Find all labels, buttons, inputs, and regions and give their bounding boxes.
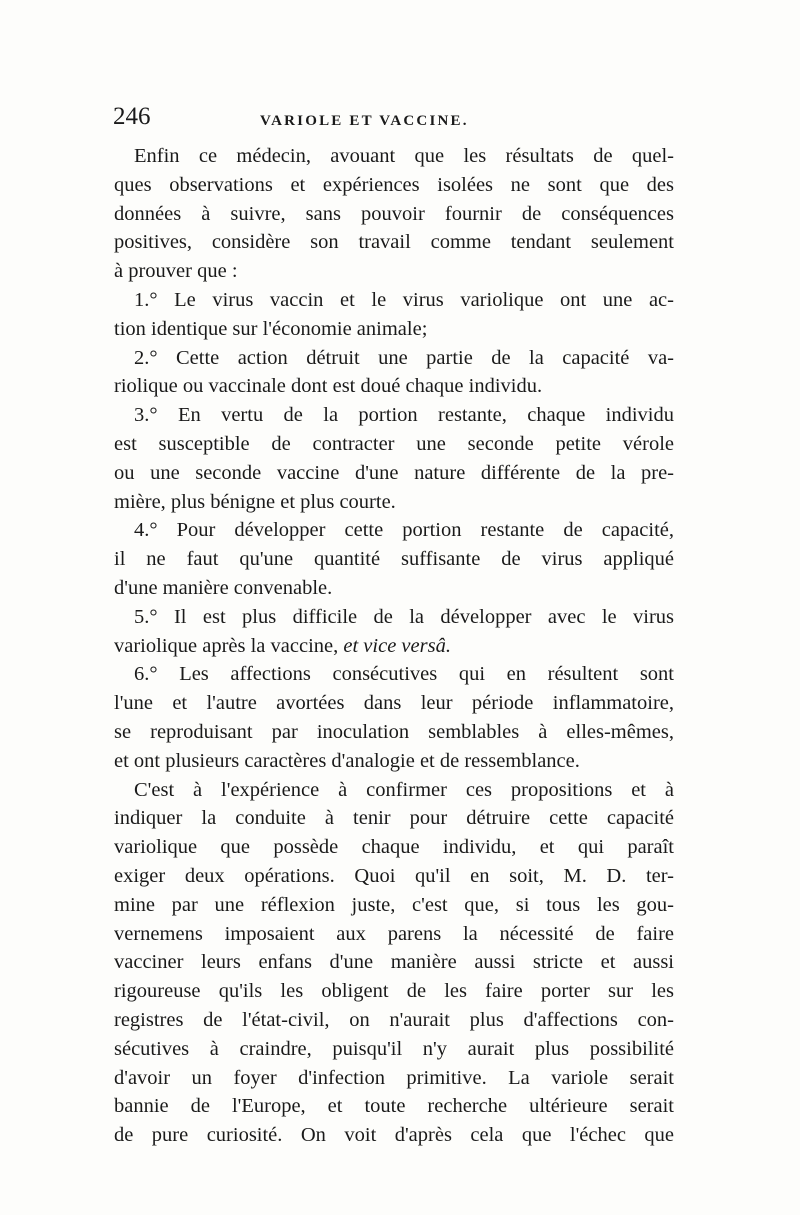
text-line: vernemens imposaient aux parens la nécessité de faire [114,922,674,945]
italic-phrase: et vice versâ. [343,634,451,657]
text-line: indiquer la conduite à tenir pour détruire cette capacité [114,807,674,830]
text-line: ou une seconde vaccine d'une nature différente de la pre- [114,461,674,484]
body-text [114,142,674,1150]
text-line: et ont plusieurs caractères d'analogie et de ressemblance. [114,749,580,772]
text-line: bannie de l'Europe, et toute recherche ultérieure serait [114,1095,674,1118]
text-line: variolique que possède chaque individu, et qui paraît [114,836,674,859]
text-line: se reproduisant par inoculation semblables à elles-mêmes, [114,720,674,743]
text-line: est susceptible de contracter une seconde petite vérole [114,432,674,455]
text-line: exiger deux opérations. Quoi qu'il en soit, M. D. ter- [114,864,674,887]
text-line: vacciner leurs enfans d'une manière aussi stricte et aussi [114,951,674,974]
text-line: données à suivre, sans pouvoir fournir de conséquences [114,202,674,225]
page-number: 246 [113,103,151,130]
text-line: l'une et l'autre avortées dans leur période inflammatoire, [114,692,674,715]
text-line-with-italic [114,632,674,661]
text-line: 3.° En vertu de la portion restante, chaque individu [134,404,674,427]
text-line: à prouver que : [114,260,238,283]
text-line: 4.° Pour développer cette portion restante de capacité, [134,519,674,542]
text-line: mière, plus bénigne et plus courte. [114,490,396,513]
text-line: tion identique sur l'économie animale; [114,317,428,340]
text-line: 1.° Le virus vaccin et le virus variolique ont une ac- [134,288,674,311]
text-line: rigoureuse qu'ils les obligent de les faire porter sur les [114,980,674,1003]
text-line: 2.° Cette action détruit une partie de la capacité va- [134,346,674,369]
text-line: sécutives à craindre, puisqu'il n'y aurait plus possibilité [114,1037,674,1060]
text-line: d'avoir un foyer d'infection primitive. La variole serait [114,1066,674,1089]
text-line: positives, considère son travail comme tendant seulement [114,231,674,254]
text-line: il ne faut qu'une quantité suffisante de virus appliqué [114,548,674,571]
text-line: 6.° Les affections consécutives qui en résultent sont [134,663,674,686]
text-line: Enfin ce médecin, avouant que les résultats de quel- [134,145,674,167]
text-line: de pure curiosité. On voit d'après cela que l'échec que [114,1124,674,1147]
text-line: C'est à l'expérience à confirmer ces propositions et à [134,778,674,801]
text-line: d'une manière convenable. [114,576,333,599]
text-line: registres de l'état-civil, on n'aurait plus d'affections con- [114,1008,674,1031]
text-line: 5.° Il est plus difficile de la développer avec le virus [134,605,674,628]
running-title: VARIOLE ET VACCINE. [260,113,469,129]
text-line: ques observations et expériences isolées ne sont que des [114,173,674,196]
text-line: riolique ou vaccinale dont est doué chaque individu. [114,375,543,398]
text-segment: variolique après la vaccine, [114,634,339,657]
text-line: mine par une réflexion juste, c'est que, si tous les gou- [114,893,674,916]
page-header [113,103,673,137]
